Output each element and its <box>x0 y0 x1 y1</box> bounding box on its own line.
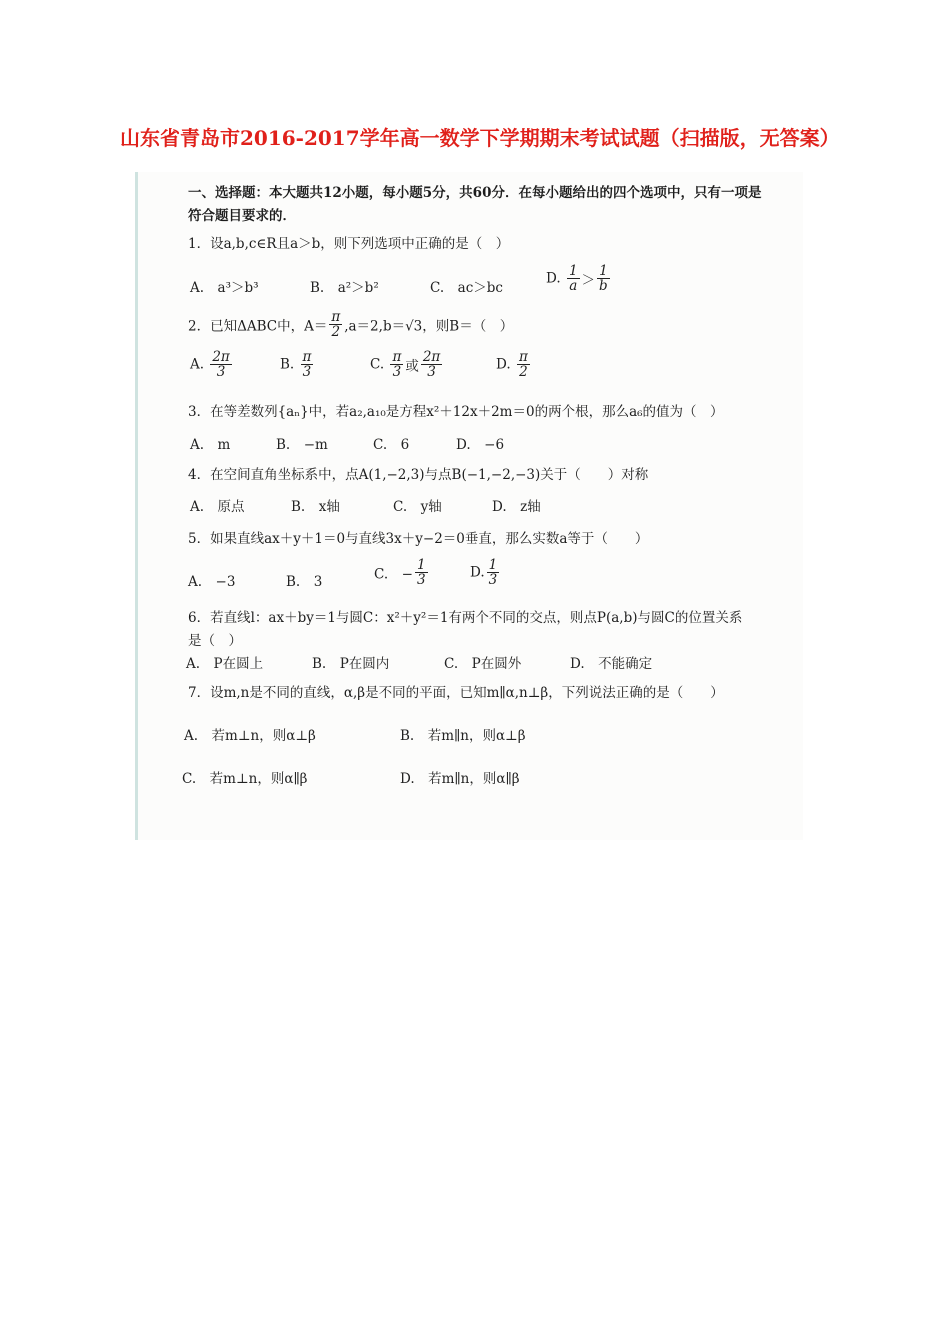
question-6-option-c: C. P在圆外 <box>444 656 522 672</box>
frac-1-over-a: $\frac{1}{a}$ <box>568 263 578 294</box>
frac-1-over-b: $\frac{1}{b}$ <box>599 263 608 294</box>
question-2-option-a: A. $\frac{2\pi}{3}$ <box>190 349 230 380</box>
question-2-option-c: C. $\frac{\pi}{3}$ 或 $\frac{2\pi}{3}$ <box>370 349 441 380</box>
question-5-stem: 5．如果直线ax＋y＋1＝0与直线3x＋y−2＝0垂直，那么实数a等于（ ） <box>188 531 649 547</box>
question-4-stem: 4．在空间直角坐标系中，点A(1,−2,3)与点B(−1,−2,−3)关于（ ）对称 <box>188 467 649 483</box>
section-header-line1: 一、选择题：本大题共12小题，每小题5分，共60分．在每小题给出的四个选项中，只有一项是 <box>188 185 762 201</box>
question-6-option-a: A. P在圆上 <box>186 656 264 672</box>
question-1-option-b: B. a²＞b² <box>310 280 379 296</box>
frac-pi-over-2: $\frac{\pi}{2}$ <box>331 309 341 340</box>
question-7-option-b: B. 若m∥n，则α⊥β <box>400 728 526 744</box>
question-7-option-a: A. 若m⊥n，则α⊥β <box>184 728 316 744</box>
question-3-stem: 3．在等差数列{aₙ}中，若a₂,a₁₀是方程x²＋12x＋2m＝0的两个根，那么a₆的值为（ ） <box>188 404 724 420</box>
question-7-option-d: D. 若m∥n，则α∥β <box>400 771 520 787</box>
question-4-option-d: D. z轴 <box>492 499 541 515</box>
question-1-option-c: C. ac＞bc <box>430 280 503 296</box>
question-4-option-b: B. x轴 <box>291 499 340 515</box>
question-1-stem: 1．设a,b,c∈R且a＞b，则下列选项中正确的是（ ） <box>188 236 510 252</box>
question-1-option-d: D. $\frac{1}{a}$ ＞ $\frac{1}{b}$ <box>546 263 608 294</box>
question-6-stem-line2: 是（ ） <box>188 633 242 649</box>
question-4-option-c: C. y轴 <box>393 499 442 515</box>
question-7-stem: 7．设m,n是不同的直线，α,β是不同的平面，已知m∥α,n⊥β，下列说法正确的是（ ） <box>188 685 724 701</box>
question-6-stem-line1: 6．若直线l：ax＋by＝1与圆C：x²＋y²＝1有两个不同的交点，则点P(a,b)与圆C的位置关系 <box>188 610 743 626</box>
question-1-option-a: A. a³＞b³ <box>190 280 259 296</box>
scanned-exam-image <box>135 172 803 840</box>
section-header-line2: 符合题目要求的． <box>188 208 296 224</box>
question-6-option-b: B. P在圆内 <box>312 656 390 672</box>
question-3-option-b: B. −m <box>276 437 328 453</box>
question-5-option-b: B. 3 <box>286 574 323 590</box>
document-title: 山东省青岛市2016-2017学年高一数学下学期期末考试试题（扫描版，无答案） <box>120 126 840 150</box>
question-2-option-d: D. $\frac{\pi}{2}$ <box>496 349 528 380</box>
question-5-option-a: A. −3 <box>188 574 236 590</box>
question-5-option-d: D. $\frac{1}{3}$ <box>470 557 498 588</box>
question-3-option-d: D. −6 <box>456 437 505 453</box>
question-7-option-c: C. 若m⊥n，则α∥β <box>182 771 308 787</box>
question-2-option-b: B. $\frac{\pi}{3}$ <box>280 349 312 380</box>
question-4-option-a: A. 原点 <box>190 499 245 515</box>
question-6-option-d: D. 不能确定 <box>570 656 653 672</box>
question-3-option-a: A. m <box>190 437 231 453</box>
question-5-option-c: C. − $\frac{1}{3}$ <box>374 557 426 588</box>
question-3-option-c: C. 6 <box>373 437 410 453</box>
question-2-stem: 2．已知ΔABC中，A＝ $\frac{\pi}{2}$ ,a＝2,b＝√3，则B＝（ ） <box>188 309 514 340</box>
